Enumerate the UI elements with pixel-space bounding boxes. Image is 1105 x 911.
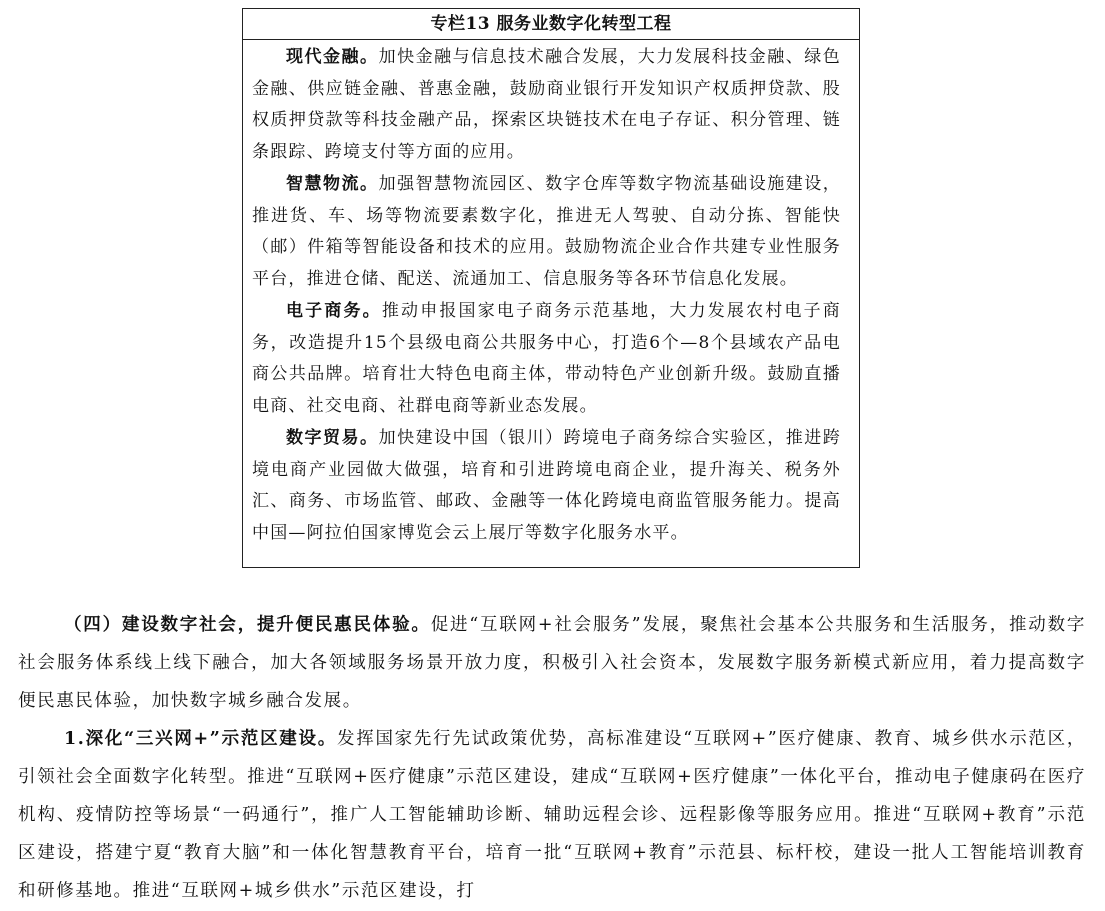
feature-box-title: 专栏13 服务业数字化转型工程 bbox=[243, 9, 859, 40]
section-heading: （四）建设数字社会，提升便民惠民体验。 bbox=[64, 615, 431, 635]
box-paragraph-finance bbox=[252, 42, 841, 168]
box-paragraph-logistics bbox=[252, 169, 841, 295]
section-paragraph-digital-society bbox=[18, 606, 1086, 720]
subsection-heading: 1.深化“三兴网+”示范区建设。 bbox=[64, 729, 337, 749]
box-paragraph-lead: 数字贸易。 bbox=[286, 428, 379, 448]
section-paragraph-text: 促进“互联网+社会服务”发展，聚焦社会基本公共服务和生活服务，推动数字社会服务体系线上线下融合，加大各领域服务场景开放力度，积极引入社会资本，发展数字服务新模式新应用，着力提高数字便民惠民体验，加快数字城乡融合发展。 bbox=[18, 615, 1086, 711]
section-paragraph-demo-zone bbox=[18, 720, 1086, 910]
box-paragraph-trade bbox=[252, 423, 841, 549]
box-paragraph-lead: 现代金融。 bbox=[286, 47, 379, 67]
box-paragraph-ecommerce bbox=[252, 296, 841, 422]
feature-box bbox=[242, 8, 860, 568]
box-paragraph-text: 加强智慧物流园区、数字仓库等数字物流基础设施建设，推进货、车、场等物流要素数字化，推进无人驾驶、自动分拣、智能快（邮）件箱等智能设备和技术的应用。鼓励物流企业合作共建专业性服务平台，推进仓储、配送、流通加工、信息服务等各环节信息化发展。 bbox=[252, 174, 842, 289]
box-paragraph-text: 加快金融与信息技术融合发展，大力发展科技金融、绿色金融、供应链金融、普惠金融，鼓励商业银行开发知识产权质押贷款、股权质押贷款等科技金融产品，探索区块链技术在电子存证、积分管理、链条跟踪、跨境支付等方面的应用。 bbox=[252, 47, 842, 162]
box-paragraph-text: 加快建设中国（银川）跨境电子商务综合实验区，推进跨境电商产业园做大做强，培育和引进跨境电商企业，提升海关、税务外汇、商务、市场监管、邮政、金融等一体化跨境电商监管服务能力。提高中国—阿拉伯国家博览会云上展厅等数字化服务水平。 bbox=[252, 428, 842, 543]
section-paragraph-text: 发挥国家先行先试政策优势，高标准建设“互联网+”医疗健康、教育、城乡供水示范区，引领社会全面数字化转型。推进“互联网+医疗健康”示范区建设，建成“互联网+医疗健康”一体化平台，推动电子健康码在医疗机构、疫情防控等场景“一码通行”，推广人工智能辅助诊断、辅助远程会诊、远程影像等服务应用。推进“互联网+教育”示范区建设，搭建宁夏“教育大脑”和一体化智慧教育平台，培育一批“互联网+教育”示范县、标杆校，建设一批人工智能培训教育和研修基地。推进“互联网+城乡供水”示范区建设，打 bbox=[18, 729, 1086, 901]
box-paragraph-text: 推动申报国家电子商务示范基地，大力发展农村电子商务，改造提升15个县级电商公共服务中心，打造6个—8个县域农产品电商公共品牌。培育壮大特色电商主体，带动特色产业创新升级。鼓励直播电商、社交电商、社群电商等新业态发展。 bbox=[252, 301, 841, 416]
box-paragraph-lead: 智慧物流。 bbox=[286, 174, 379, 194]
feature-box-body bbox=[243, 40, 859, 549]
main-text bbox=[18, 606, 1086, 910]
box-paragraph-lead: 电子商务。 bbox=[286, 301, 382, 321]
